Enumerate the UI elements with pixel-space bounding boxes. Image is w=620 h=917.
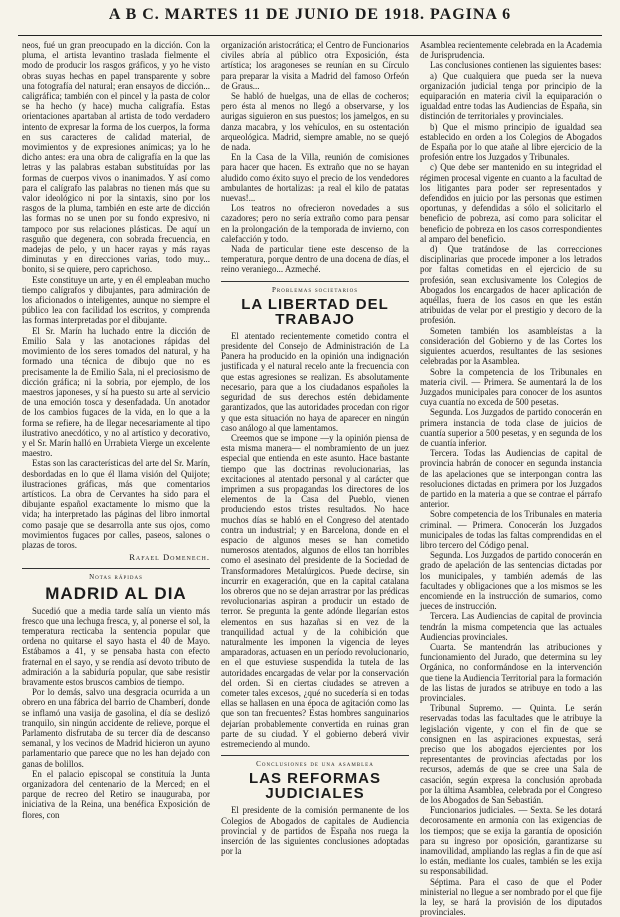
- col3-para-10: Tercera. Todas las Audiencias de capital de provincia habrán de conocer en segunda instancia de las apelaciones que se interpongan contra las resoluciones dictadas en primera por los Juzgados de partido en la materia a que se contrae el párrafo anterior.: [420, 448, 602, 510]
- page-header-title: A B C. MARTES 11 DE JUNIO DE 1918. PAGINA 6: [108, 6, 512, 23]
- madrid-al-dia-title: MADRID AL DIA: [45, 583, 187, 603]
- header-rule: [18, 35, 602, 36]
- col3-para-7: Someten también los asambleístas a la consideración del Gobierno y de las Cortes los siguientes acuerdos, resultantes de las sesiones celebradas por la Asamblea.: [420, 325, 602, 367]
- article-signature: Rafael Domenech.: [129, 552, 210, 563]
- col3-para-3: a) Que cualquiera que pueda ser la nueva organización judicial tenga por principio de la equiparación en materia civil la equiparación o igualdad entre todas las Audiencias de España, sin distinción de territoriales y provinciales.: [420, 70, 602, 122]
- column-1: [22, 40, 210, 850]
- madrid-para-3: En el palacio episcopal se constituía la Junta organizadora del centenario de la Merced; en el parque de recreo del Retiro se inauguraba, por iniciativa de la Reina, una benéfica Exposición de flores, con: [22, 768, 210, 820]
- reformas-judiciales-title: LAS REFORMAS JUDICIALES: [249, 770, 381, 803]
- column-3: [420, 40, 602, 917]
- reformas-kicker: Conclusiones de una asamblea: [221, 755, 409, 769]
- col2-para-4: Los teatros no ofrecieron novedades a sus cazadores; pero no sería extraño como para pensar en la prolongación de la temporada de invierno, con calefacción y todo.: [221, 203, 409, 244]
- col3-para-13: Tercera. Las Audiencias de capital de provincia tendrán la misma competencia que las actuales Audiencias provinciales.: [420, 611, 602, 642]
- col3-para-5: c) Que debe ser mantenido en su integridad el régimen procesal vigente en cuanto a la facultad de los litigantes para poder ser representados y defendidos en juicio por las personas que estimen oportunas, y defendidas a sólo el solicitarlo el beneficio de pobreza, así como para solicitar el beneficio de pobreza en los casos correspondientes al amparo del beneficio.: [420, 162, 602, 244]
- col2-para-1: organización aristocrática; el Centro de Funcionarios civiles abría al público otra Exposición, ésta artística; los aragoneses se reunían en su Círculo para preparar la visita a Madrid del famoso Orfeón de Graus...: [221, 40, 409, 91]
- madrid-para-2: Por lo demás, salvo una desgracia ocurrida a un obrero en una fábrica del barrio de Chamberí, donde se inflamó una vasija de gasolina, el día se deslizó tranquilo, sin ningún accidente de relieve, porque el Parlamento disfrutaba de su tercer día de descanso semanal, y los vecinos de Madrid hicieron un ayuno parlamentario que parece que no les han dejado con ganas de bolillos.: [22, 687, 210, 769]
- col3-para-14: Cuarta. Se mantendrán las atribuciones y funcionamiento del Jurado, que determina su ley Orgánica, no conformándose en la intervención que tiene la Audiencia Territorial para la formación de las listas de jurados se atribuye en todo a las provinciales.: [420, 641, 602, 703]
- madrid-para-1: Sucedió que a media tarde salía un viento más fresco que una lechuga fresca, y, al ponerse el sol, la temperatura recticaba la sentencia popular que ordena no quitarse el sayo hasta el 40 de Mayo. Estábamos a 41, y se pensaba hasta con efecto fraternal en el sayo, y se rendía así devoto tributo de admiración a la sabiduría popular, que sabe resistir bravamente estos bruscos cambios de tiempo.: [22, 605, 210, 687]
- reformas-para-1: El presidente de la comisión permanente de los Colegios de Abogados de capitales de Audiencia provincial y de partidos de España nos ruega la inserción de las siguientes conclusiones adoptadas por la: [221, 805, 409, 857]
- col1-para-2: Este constituye un arte, y en él empleaban mucho tiempo calígrafos y dibujantes, para admiración de los aficionados o inteligentes, aunque no siempre el público lea con facilidad los escritos, y comprenda las formas interpretadas por el dibujante.: [22, 274, 210, 326]
- madrid-kicker: Notas rápidas: [22, 568, 210, 582]
- col3-para-17: Séptima. Para el caso de que el Poder ministerial no llegue a ser nombrado por el que fije la ley, se hará la provisión de los diputados provinciales.: [420, 876, 602, 917]
- col3-para-15: Tribunal Supremo. — Quinta. Le serán reservadas todas las facultades que le atribuye la legislación vigente, y con el fin de que se consignen en las aspiraciones expuestas, será preciso que los abogados ejercientes por los representantes de provincias afectadas por los recursos, además de que se cree una Sala de casación, según expresa la conclusión aprobada por la última Asamblea, celebrada por el Congreso de los Abogados de San Sebastián.: [420, 703, 602, 806]
- libertad-kicker: Problemas societarios: [221, 281, 409, 295]
- col3-para-11: Sobre competencia de los Tribunales en materia criminal. — Primera. Conocerán los Juzgados municipales de todas las faltas comprendidas en el libro tercero del Código penal.: [420, 509, 602, 550]
- col1-para-3: El Sr. Marín ha luchado entre la dicción de Emilio Sala y las anotaciones rápidas del movimiento de los seres tomados del natural, y ha formado una técnica de dibujo que no es precisamente la de Emilio Sala, ni el preciosismo de dicción gráfica; ni la sobria, por ejemplo, de los maestros japoneses, y sí ha puesto su arte al servicio de una emoción tosca y desenfadada. Un anotador de los cambios fugaces de la vida, en lo que a la forma se refiere, ha de llegar necesariamente al tipo ilustrativo anecdótico, y no al artístico y decorativo, y el Sr. Marín halló en Urrabieta Vierge un excelente maestro.: [22, 325, 210, 459]
- col3-para-6: d) Que tratándose de las correcciones disciplinarias que procede imponer a los letrados por faltas cometidas en el ejercicio de su profesión, sean exclusivamente los Colegios de Abogados los encargados de hacer aplicación de aquéllas, fuera de los casos en que les están atribuidas de velar por el prestigio y decoro de la profesión.: [420, 244, 602, 326]
- col3-para-16: Funcionarios judiciales. — Sexta. Se les dotará decorosamente en armonía con las exigencias de los tiempos; que se exija la garantía de oposición para su ingreso por oposición, garantizarse su inamovilidad, ampliando las reglas a fin de que así lo están, mediante los cuales, también se les exija su responsabilidad.: [420, 805, 602, 877]
- col3-para-12: Segunda. Los Juzgados de partido conocerán en grado de apelación de las sentencias dictadas por los municipales, y también además de las facultades y obligaciones que a los mismos se les encomiende en la instrucción de sumarios, como jueces de instrucción.: [420, 550, 602, 612]
- col3-para-8: Sobre la competencia de los Tribunales en materia civil. — Primera. Se aumentará la de los Juzgados municipales para conocer de los asuntos cuya cuantía no exceda de 500 pesetas.: [420, 366, 602, 408]
- col2-para-2: Se habló de huelgas, una de ellas de cocheros; pero ésta al menos no llegó a observarse, y los aurigas siguieron en sus puestos; los jamelgos, en su danza macabra, y los vehículos, en su ostentación arqueológica. Madrid, siempre amable, no se quejó de nada.: [221, 91, 409, 153]
- col3-para-9: Segunda. Los Juzgados de partido conocerán en primera instancia de toda clase de juicios de cuantía superior a 500 pesetas, y en segunda de los de cuantía inferior.: [420, 407, 602, 448]
- libertad-para-1: El atentado recientemente cometido contra el presidente del Consejo de Administración de La Panera ha producido en la opinión una indignación justificada y el natural recelo ante la frecuencia con que estas agresiones se realizan. Es absolutamente necesario, para que a los ciudadanos españoles la seguridad de sus derechos estén debidamente garantizados, que las autoridades procedan con rigor y que esta situación no haya de aparecer en ningún caso análogo al que lamentamos.: [221, 330, 409, 433]
- col3-para-4: b) Que el mismo principio de igualdad sea establecido en orden a los Colegios de Abogados de España por lo que atañe al libre ejercicio de la profesión entre los Juzgados y Tribunales.: [420, 121, 602, 163]
- col2-para-5: Nada de particular tiene este descenso de la temperatura, porque dentro de una docena de días, el reino veraniego... Azmeché.: [221, 244, 409, 275]
- libertad-trabajo-title: LA LIBERTAD DEL TRABAJO: [241, 295, 389, 328]
- column-2: [221, 40, 409, 857]
- col1-para-4: Estas son las características del arte del Sr. Marín, desbordadas en lo que él llama visión del Quijote; ilustraciones gráficas, más que comentarios artísticos. La obra de Cervantes ha sido para el dibujante español exactamente lo mismo que la vida; ha interpretado las páginas del libro inmortal como pasaje que se desarrolla ante sus ojos, como movimientos fugaces por calles, paseos, salones o plazas de toros.: [22, 458, 210, 550]
- col3-para-1: Asamblea recientemente celebrada en la Academia de Jurisprudencia.: [420, 40, 602, 61]
- col2-para-3: En la Casa de la Villa, reunión de comisiones para hacer que hacen. Es extraño que no se hayan aludido como éxito suyo el precio de los vendedores ambulantes de hortalizas: ¡a real el kilo de patatas nuevas!...: [221, 152, 409, 204]
- page-header: [0, 6, 620, 40]
- col1-para-1: neos, fué un gran preocupado en la dicción. Con la pluma, el artista levantino traslada fielmente el modo de producir los rasgos gráficos, y yo he visto obras suyas hechas en papel transparente y sobre una fotografía del natural; eran ensayos de dicción... caligráfica; también con el pincel y la pasta de color se ha hecho (y hace) mucha caligrafía. Estas orientaciones apartaban al artista de todo verdadero intento de expresar la forma de los cuerpos, la forma en sus caracteres de calidad material, de movimientos y de expresiones anímicas; ya lo he dicho antes: era una obra de caligrafía en la que las letras y las palabras estaban substituídas por las formas de cuerpos vivos o inanimados. Y así como para el calígrafo las palabras no tienen más que su valor ideológico ni por la sintaxis, sino por los rasgos de la pluma, también en este arte de dicción las formas no se unen por su fondo expresivo, ni tampoco por sus relaciones plásticas. De aquí un rasguño que degenera, con sobrada frecuencia, en madejas de pelo, y un hacer rayas y más rayas diminutas y en direcciones varias, todo muy... bonito, si se quiere, pero caprichoso.: [22, 40, 210, 275]
- libertad-para-2: Creemos que se impone —y la opinión piensa de esta misma manera— el nombramiento de un juez especial que entienda en este asunto. Hace bastante tiempo que las doctrinas revolucionarias, las excitaciones al atentado personal y al carácter que imprimen a sus propagandas los directores de los elementos de la Casa del Pueblo, vienen produciendo estos tristes resultados. No hace muchos días se habló en el Congreso del atentado contra un industrial; y en Barcelona, donde en el espacio de algunos meses se han cometido numerosos atentados, algunos de ellos tan horribles como el asesinato del presidente de la Sociedad de Transformadores Metalúrgicos. Puede decirse, sin incurrir en exageración, que en la capital catalana los obreros que no se dejan arrastrar por las prédicas revolucionarias aspiran a producir un estado de terror. Se pregunta la gente adónde llegarían estos elementos en sus hazañas si en vez de la tranquilidad actual y de la cohibición que naturalmente les imponen la vigencia de leyes amparadoras, actuasen en un período revolucionario, en el que estuviese suspendida la tutela de las autoridades encargadas de velar por la conservación del orden. Si en ciertas ciudades se atreven a cometer tales excesos, ¿qué no sucedería si en todas ellas se hallasen en una época de agitación como las que son tan frecuentes? Estas hombres sanguinarios dejarían probablemente convertida en ruinas gran parte de su ciudad. Y el gobierno deberá vivir estremeciendo al mundo.: [221, 432, 409, 749]
- col3-para-2: Las conclusiones contienen las siguientes bases:: [430, 60, 602, 71]
